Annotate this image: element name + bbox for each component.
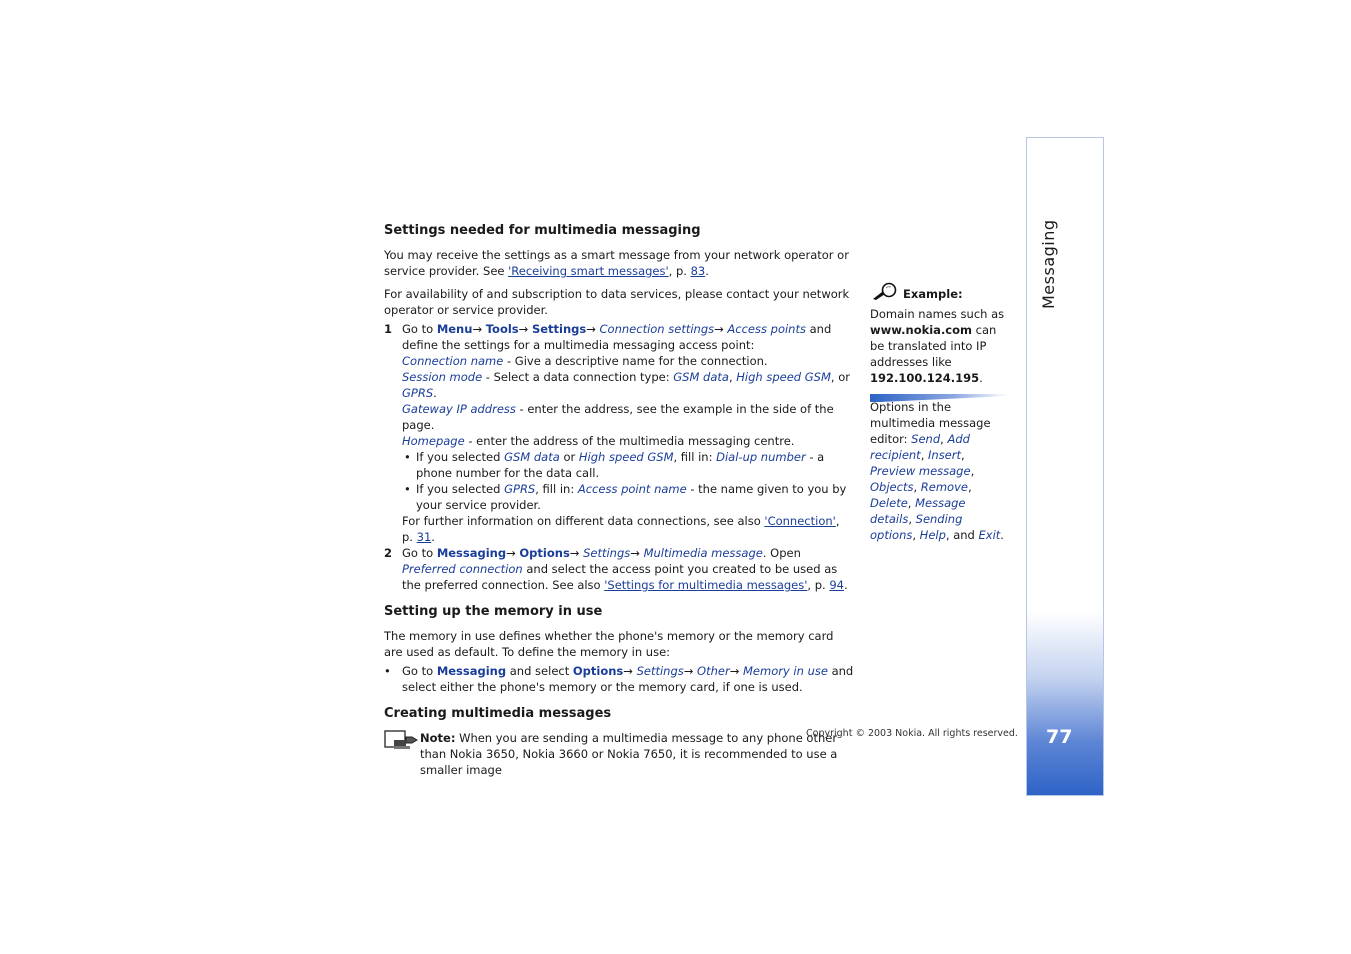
magnifier-icon [870, 282, 900, 306]
link-page-83[interactable]: 83 [690, 264, 706, 278]
link-receiving-smart-messages[interactable]: 'Receiving smart messages' [508, 264, 669, 278]
setting-gateway-ip: Gateway IP address - enter the address, see the example in the side of the page. [402, 402, 834, 432]
setting-connection-name: Connection name - Give a descriptive name for the connection. [402, 354, 768, 368]
option-item: Add recipient [870, 432, 970, 462]
step-number: 2 [384, 546, 393, 560]
bullet-dot: • [404, 482, 411, 496]
option-item: Exit [978, 528, 1001, 542]
option-item: Message details [870, 496, 966, 526]
menu-ref-menu: Menu [436, 322, 473, 336]
menu-ref-tools: Tools [485, 322, 519, 336]
option-item: Send [911, 432, 941, 446]
menu-ref-connection-settings: Connection settings [599, 322, 715, 336]
example-ip: 192.100.124.195 [870, 371, 980, 385]
main-column [384, 222, 854, 778]
list-item: • Go to Messaging and select Options→ Settings→ Other→ Memory in use and select either the phone's memory or the memory card, if one is used. [384, 664, 854, 694]
step-1: 1 Go to Menu→ Tools→ Settings→ Connection settings→ Access points and define the settings for a multimedia messaging access point: Connection name - Give a descriptive name for the connection. Session mode - Select a data connection type: GSM data, High speed GSM, or GPRS. Gateway IP address - enter the address, see the example in the side of the page. Homepage - enter the address of the multimedia messaging centre. [384, 321, 854, 449]
note-text: When you are sending a multimedia message to any phone other than Nokia 3650, Nokia 3660 or Nokia 7650, it is recommended to use a smaller image [420, 731, 838, 777]
option-item: Objects [870, 480, 914, 494]
option-item: Remove [920, 480, 968, 494]
link-page-31[interactable]: 31 [416, 530, 432, 544]
chapter-title: Messaging [1039, 219, 1058, 309]
page-number: 77 [1046, 726, 1073, 748]
option-item: Preview message [870, 464, 971, 478]
menu-ref-access-points: Access points [727, 322, 806, 336]
link-connection[interactable]: 'Connection' [764, 514, 836, 528]
section-heading-creating: Creating multimedia messages [384, 706, 612, 721]
note-hand-icon [384, 729, 418, 755]
note-block [384, 730, 854, 778]
option-item: Insert [928, 448, 961, 462]
menu-ref-settings: Settings [531, 322, 587, 336]
list-item: • If you selected GPRS, fill in: Access point name - the name given to you by your service provider. [404, 482, 847, 512]
link-page-94[interactable]: 94 [829, 578, 844, 592]
list-item: • If you selected GSM data or High speed GSM, fill in: Dial-up number - a phone number for the data call. [404, 450, 825, 480]
copyright-footer: Copyright © 2003 Nokia. All rights reserved. [806, 728, 1018, 739]
chapter-tab [1026, 137, 1104, 796]
setting-homepage: Homepage - enter the address of the multimedia messaging centre. [402, 434, 795, 448]
option-item: Sending options [870, 512, 963, 542]
paragraph-further-info: For further information on different data connections, see also 'Connection', p. 31. [402, 514, 840, 544]
setting-session-mode: Session mode - Select a data connection type: GSM data, High speed GSM, or GPRS. [402, 370, 850, 400]
step-2: 2 Go to Messaging→ Options→ Settings→ Multimedia message. Open Preferred connection and select the access point you created to be used as the preferred connection. See also 'Settings for multimedia messages', p. 94. [384, 546, 848, 592]
sidebar-example: Example: Domain names such as www.nokia.com can be translated into IP addresses like 192.100.124.195. [870, 282, 1010, 386]
note-label: Note: [420, 731, 456, 745]
option-item: Delete [870, 496, 908, 510]
paragraph-memory: The memory in use defines whether the phone's memory or the memory card are used as default. To define the memory in use: [384, 629, 834, 659]
section-heading-memory: Setting up the memory in use [384, 604, 603, 619]
section-heading-settings: Settings needed for multimedia messaging [384, 223, 701, 238]
example-domain: www.nokia.com [870, 323, 973, 337]
sidebar-options: Options in the multimedia message editor: Send, Add recipient, Insert, Preview message, Objects, Remove, Delete, Message details, Sending options, Help, and Exit. [870, 400, 1004, 542]
step-number: 1 [384, 322, 393, 336]
paragraph-availability: For availability of and subscription to data services, please contact your network operator or service provider. [384, 287, 850, 317]
bullet-dot: • [384, 664, 391, 678]
bullet-dot: • [404, 450, 411, 464]
paragraph-smart-message: You may receive the settings as a smart message from your network operator or service provider. See 'Receiving smart messages', p. 83. [384, 248, 849, 278]
link-settings-for-multimedia-messages[interactable]: 'Settings for multimedia messages' [604, 578, 808, 592]
option-item: Help [919, 528, 946, 542]
